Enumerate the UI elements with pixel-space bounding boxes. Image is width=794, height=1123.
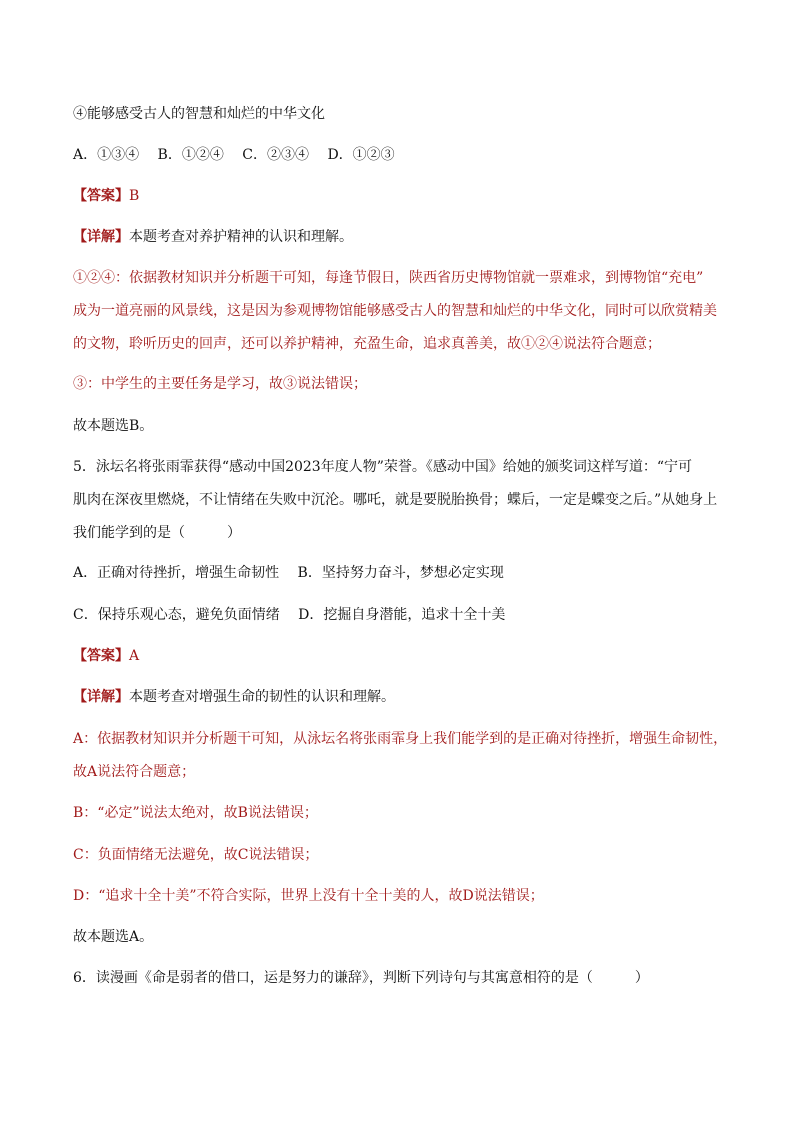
q4-analysis-line-1: ①②④：依据教材知识并分析题干可知，每逢节假日，陕西省历史博物馆就一票难求，到博物馆“充电” — [73, 270, 704, 286]
q5-stem-line-1: 5．泳坛名将张雨霏获得“感动中国2023年度人物”荣誉。《感动中国》给她的颁奖词这样写道：“宁可 — [73, 459, 693, 475]
answer-label: 【答案】 — [73, 648, 129, 664]
q4-analysis-line-4: ③：中学生的主要任务是学习，故③说法错误； — [73, 376, 367, 392]
q5-analysis-a-line-1: A：依据教材知识并分析题干可知，从泳坛名将张雨霏身上我们能学到的是正确对待挫折，增强生命韧性， — [73, 731, 728, 747]
q5-choices-line-2: C．保持乐观心态，避免负面情绪 D．挖掘自身潜能，追求十全十美 — [73, 607, 506, 623]
q6-stem: 6．读漫画《命是弱者的借口，运是努力的谦辞》，判断下列诗句与其寓意相符的是（ ） — [73, 970, 649, 986]
answer-value: B — [129, 188, 140, 204]
q5-answer — [73, 646, 723, 666]
q4-choices: A．①③④ B．①②④ C．②③④ D．①②③ — [73, 147, 395, 163]
detail-label: 【详解】 — [73, 229, 129, 245]
detail-label: 【详解】 — [73, 689, 129, 705]
q5-analysis-b: B：“必定”说法太绝对，故B说法错误； — [73, 805, 318, 821]
q5-analysis-d: D：“追求十全十美”不符合实际，世界上没有十全十美的人，故D说法错误； — [73, 888, 544, 904]
answer-value: A — [129, 648, 140, 664]
q4-analysis-line-3: 的文物，聆听历史的回声，还可以养护精神，充盈生命，追求真善美，故①②④说法符合题意； — [73, 336, 661, 352]
q5-stem-line-3: 我们能学到的是（ ） — [73, 525, 241, 541]
q5-conclusion: 故本题选A。 — [73, 929, 154, 945]
q5-choices-line-1: A．正确对待挫折，增强生命韧性 B．坚持努力奋斗，梦想必定实现 — [73, 565, 504, 581]
detail-text: 本题考查对养护精神的认识和理解。 — [129, 229, 353, 245]
option-4-statement: ④能够感受古人的智慧和灿烂的中华文化 — [73, 106, 325, 122]
q5-stem-line-2: 肌肉在深夜里燃烧，不让情绪在失败中沉沦。哪吒，就是要脱胎换骨；蝶后，一定是蝶变之后。”从她身上 — [73, 492, 718, 508]
q4-detail — [73, 227, 723, 247]
q5-detail — [73, 687, 723, 707]
q5-analysis-c: C：负面情绪无法避免，故C说法错误； — [73, 847, 319, 863]
detail-text: 本题考查对增强生命的韧性的认识和理解。 — [129, 689, 395, 705]
q4-answer — [73, 186, 723, 206]
q5-analysis-a-line-2: 故A说法符合题意； — [73, 764, 196, 780]
answer-label: 【答案】 — [73, 188, 129, 204]
q4-conclusion: 故本题选B。 — [73, 418, 154, 434]
q4-analysis-line-2: 成为一道亮丽的风景线，这是因为参观博物馆能够感受古人的智慧和灿烂的中华文化，同时可以欣赏精美 — [73, 303, 717, 319]
